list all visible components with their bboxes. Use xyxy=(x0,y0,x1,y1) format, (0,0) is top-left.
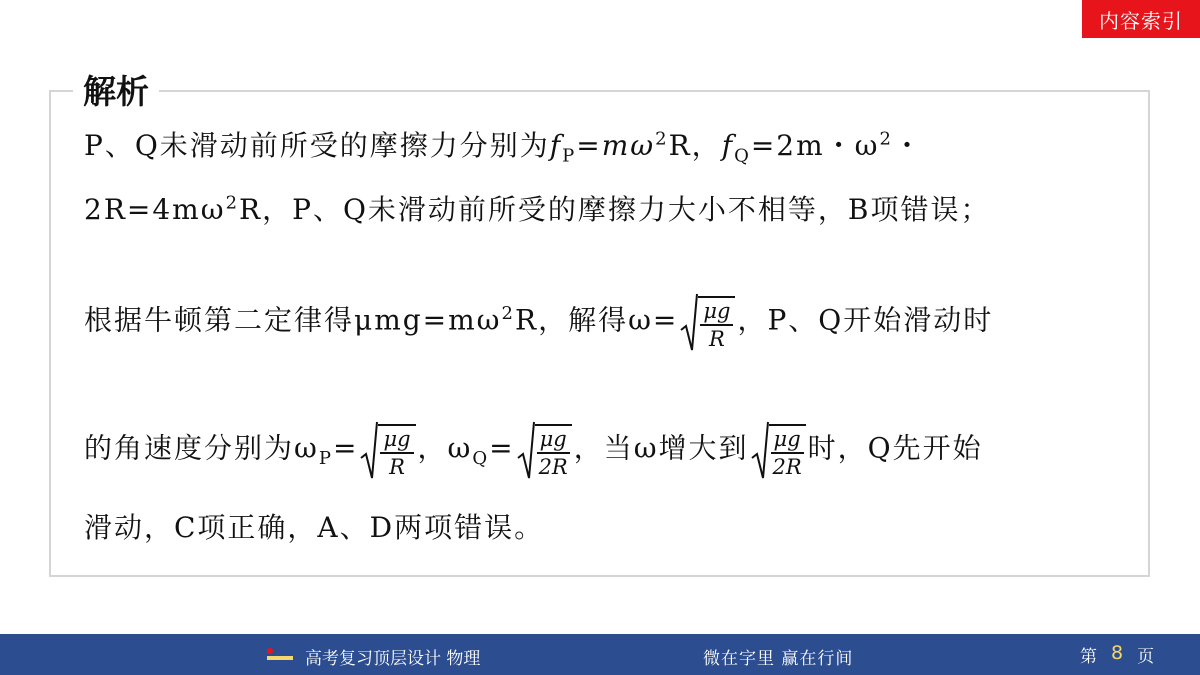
page-number: 8 xyxy=(1111,642,1124,664)
publisher-logo-icon xyxy=(265,646,295,664)
footer-bar xyxy=(0,634,1200,675)
text-line-4: 的角速度分别为$\omega_P=$ $\frac{\mu g}{R}$ ，$\omega_Q=$ $\frac{\mu g}{2R}$ ，当ω增大到 $\frac{\mu g}{2R}$ 时，Q先开始 xyxy=(84,420,983,480)
page-indicator: 第 8 页 xyxy=(1080,642,1155,667)
sqrt-mug-over-2r-2: $\frac{\mu g}{2R}$ xyxy=(751,420,806,480)
text-line-5: 滑动，C项正确，A、D两项错误。 xyxy=(84,511,545,544)
sqrt-mug-over-r-2: $\frac{\mu g}{R}$ xyxy=(360,420,415,480)
course-title: 高考复习顶层设计 物理 xyxy=(305,649,481,669)
text-line-3: 根据牛顿第二定律得$\mu mg=m\omega^2R$，解得ω= $\frac{\mu g}{R}$ ，P、Q开始滑动时 xyxy=(84,292,993,352)
sqrt-mug-over-2r: $\frac{\mu g}{2R}$ xyxy=(517,420,572,480)
text-line-2: $2R=4m\omega^2R$，P、Q未滑动前所受的摩擦力大小不相等，B项错误； xyxy=(84,192,991,226)
content-index-button[interactable]: 内容索引 xyxy=(1082,0,1200,38)
text-line-1: P、Q未滑动前所受的摩擦力分别为$f_P=m\omega^2R$，$f_Q=2m$・$\omega^2$・ xyxy=(84,128,923,167)
footer-motto: 微在字里 赢在行间 xyxy=(703,649,854,669)
section-title: 解析 xyxy=(73,70,159,114)
sqrt-mug-over-r: $\frac{\mu g}{R}$ xyxy=(680,292,735,352)
